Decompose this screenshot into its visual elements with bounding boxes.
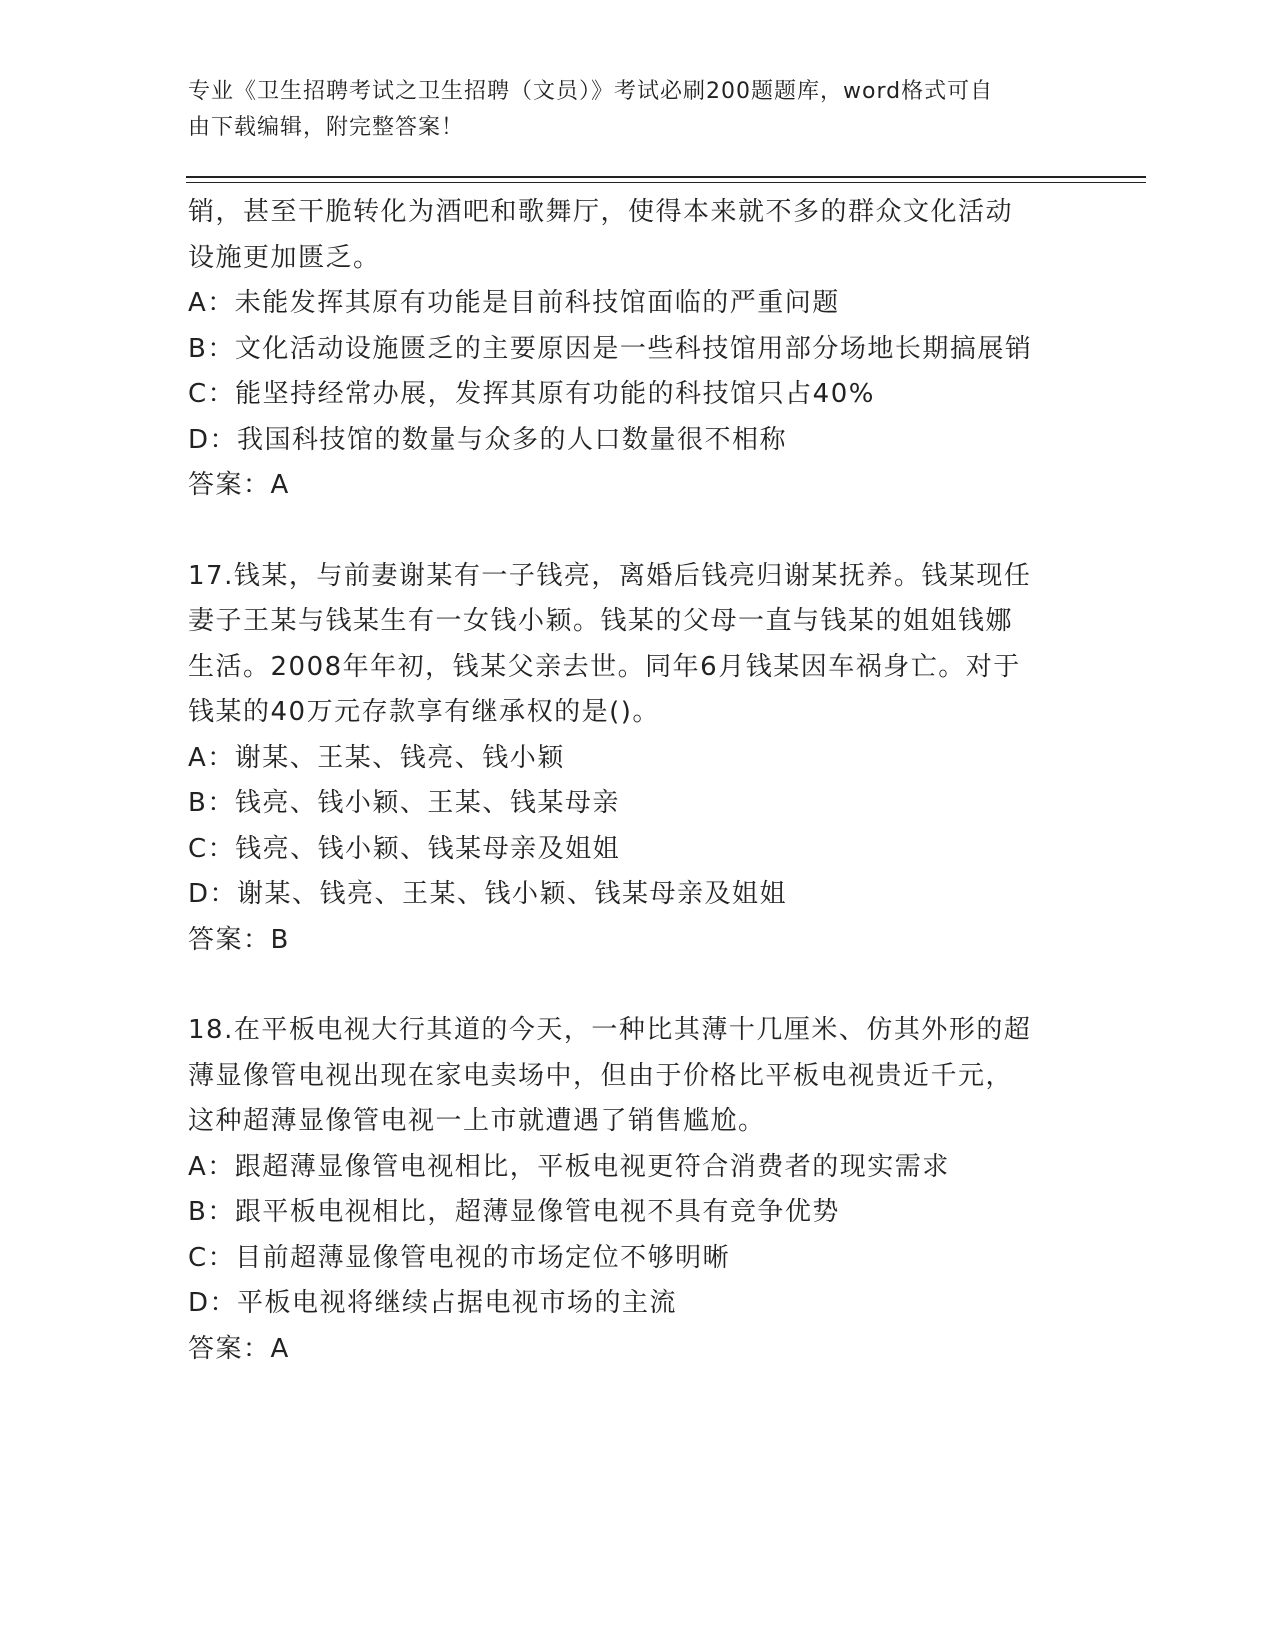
answer-line: 答案：A <box>188 470 290 500</box>
question-text-line: 薄显像管电视出现在家电卖场中，但由于价格比平板电视贵近千元， <box>188 1060 1014 1091</box>
option-a: A：跟超薄显像管电视相比，平板电视更符合消费者的现实需求 <box>188 1151 950 1182</box>
option-b: B：文化活动设施匮乏的主要原因是一些科技馆用部分场地长期搞展销 <box>188 333 1033 364</box>
question-18 <box>188 1008 1088 1372</box>
option-d: D：我国科技馆的数量与众多的人口数量很不相称 <box>188 424 788 455</box>
option-a: A：未能发挥其原有功能是目前科技馆面临的严重问题 <box>188 288 840 318</box>
page-header <box>188 74 1068 146</box>
question-text-line: 生活。2008年年初，钱某父亲去世。同年6月钱某因车祸身亡。对于 <box>188 651 1021 682</box>
question-text-line: 设施更加匮乏。 <box>188 242 381 273</box>
question-text-line: 妻子王某与钱某生有一女钱小颖。钱某的父母一直与钱某的姐姐钱娜 <box>188 606 1014 636</box>
question-text-line: 17.钱某，与前妻谢某有一子钱亮，离婚后钱亮归谢某抚养。钱某现任 <box>188 560 1032 591</box>
option-d: D：平板电视将继续占据电视市场的主流 <box>188 1288 678 1318</box>
option-d: D：谢某、钱亮、王某、钱小颖、钱某母亲及姐姐 <box>188 879 788 909</box>
header-divider-thin <box>186 182 1146 183</box>
question-text-line: 这种超薄显像管电视一上市就遭遇了销售尴尬。 <box>188 1106 766 1136</box>
header-line: 专业《卫生招聘考试之卫生招聘（文员）》考试必刷200题题库，word格式可自 <box>188 79 994 104</box>
header-divider <box>186 176 1146 178</box>
document-body <box>188 190 1088 1372</box>
question-text-line: 18.在平板电视大行其道的今天，一种比其薄十几厘米、仿其外形的超 <box>188 1015 1032 1045</box>
option-b: B：钱亮、钱小颖、王某、钱某母亲 <box>188 788 620 818</box>
option-a: A：谢某、王某、钱亮、钱小颖 <box>188 742 565 773</box>
header-line: 由下载编辑，附完整答案！ <box>188 115 465 140</box>
answer-line: 答案：A <box>188 1333 290 1364</box>
answer-line: 答案：B <box>188 924 290 955</box>
question-17 <box>188 554 1088 964</box>
question-text-line: 销，甚至干脆转化为酒吧和歌舞厅，使得本来就不多的群众文化活动 <box>188 197 1014 227</box>
option-c: C：钱亮、钱小颖、钱某母亲及姐姐 <box>188 833 621 864</box>
question-text-line: 钱某的40万元存款享有继承权的是()。 <box>188 697 660 727</box>
question-continuation <box>188 190 1088 509</box>
option-c: C：目前超薄显像管电视的市场定位不够明晰 <box>188 1242 731 1273</box>
option-c: C：能坚持经常办展，发挥其原有功能的科技馆只占40% <box>188 379 875 409</box>
spacer <box>188 509 1088 554</box>
option-b: B：跟平板电视相比，超薄显像管电视不具有竞争优势 <box>188 1197 840 1227</box>
spacer <box>188 963 1088 1008</box>
